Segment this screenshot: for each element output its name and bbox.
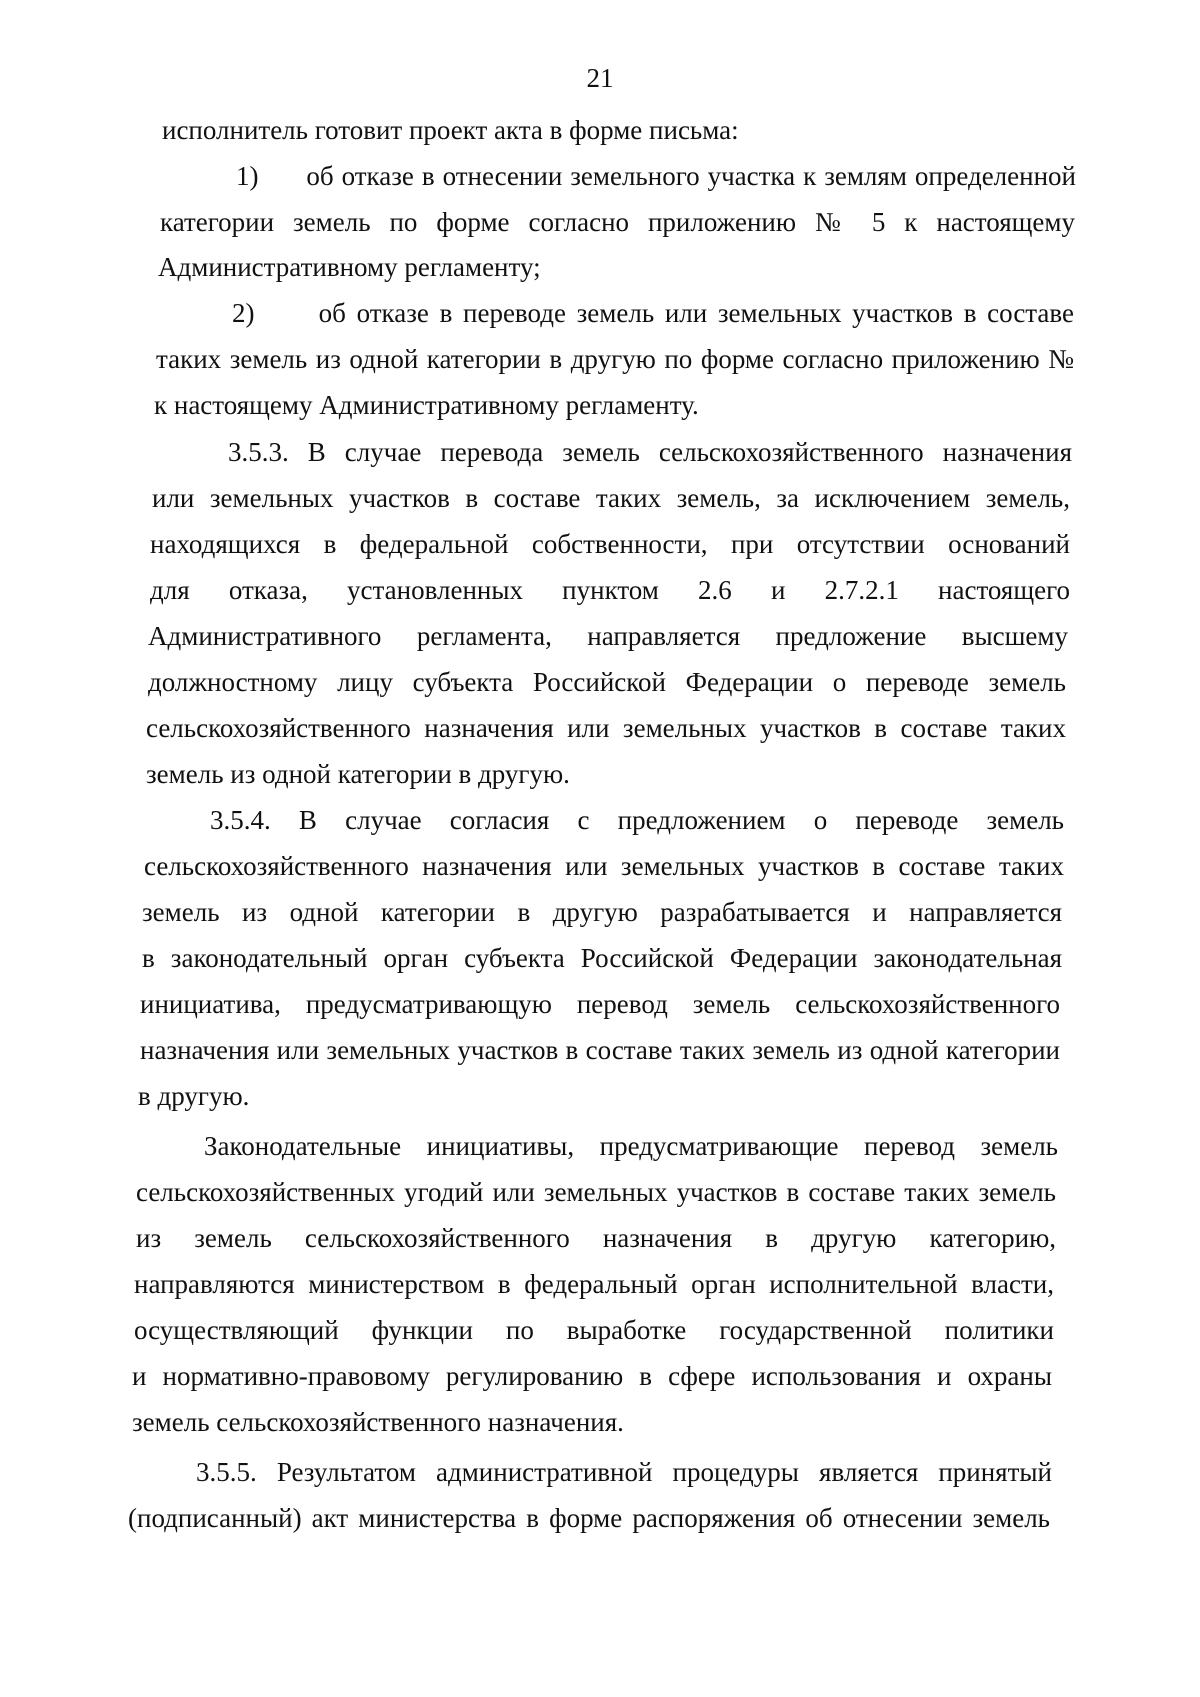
text-line: сельскохозяйственного назначения или земельных участков в составе таких — [146, 713, 1066, 743]
text-line: категории земель по форме согласно приложению № 5 к настоящему — [160, 207, 1075, 237]
text-line: осуществляющий функции по выработке государственной политики — [134, 1315, 1054, 1345]
text-line: сельскохозяйственных угодий или земельных участков в составе таких земель — [136, 1177, 1056, 1207]
text-line: (подписанный) акт министерства в форме распоряжения об отнесении земель — [128, 1503, 1050, 1533]
text-line: находящихся в федеральной собственности, при отсутствии оснований — [150, 529, 1070, 559]
text-line: 3.5.3. В случае перевода земель сельскохозяйственного назначения — [228, 437, 1072, 467]
text-line: направляются министерством в федеральный орган исполнительной власти, — [134, 1269, 1054, 1299]
text-line: таких земель из одной категории в другую по форме согласно приложению № — [156, 344, 1074, 374]
text-line: Административного регламента, направляется предложение высшему — [148, 621, 1068, 651]
text-line: исполнитель готовит проект акта в форме письма: — [162, 115, 739, 145]
text-line: Административному регламенту; — [158, 252, 541, 282]
text-line: должностному лицу субъекта Российской Федерации о переводе земель — [148, 667, 1066, 697]
text-line: 1) об отказе в отнесении земельного участка к землям определенной — [236, 161, 1076, 191]
text-line: в законодательный орган субъекта Российской Федерации законодательная — [142, 943, 1062, 973]
text-line: сельскохозяйственного назначения или земельных участков в составе таких — [144, 851, 1064, 881]
text-line: инициатива, предусматривающую перевод земель сельскохозяйственного — [140, 989, 1060, 1019]
text-line: земель из одной категории в другую разрабатывается и направляется — [142, 897, 1062, 927]
text-line: 2) об отказе в переводе земель или земельных участков в составе — [232, 298, 1074, 328]
text-line: 3.5.5. Результатом административной процедуры является принятый — [196, 1457, 1052, 1487]
text-line: или земельных участков в составе таких земель, за исключением земель, — [152, 483, 1070, 513]
text-line: назначения или земельных участков в составе таких земель из одной категории — [140, 1035, 1060, 1065]
text-line: земель сельскохозяйственного назначения. — [132, 1407, 624, 1437]
text-line: земель из одной категории в другую. — [146, 759, 570, 789]
text-line: 3.5.4. В случае согласия с предложением о переводе земель — [210, 805, 1064, 835]
text-line: в другую. — [138, 1081, 250, 1111]
page-number: 21 — [586, 63, 614, 93]
text-line: к настоящему Административному регламенту. — [154, 390, 699, 420]
text-line: Законодательные инициативы, предусматривающие перевод земель — [204, 1131, 1058, 1161]
text-line: из земель сельскохозяйственного назначения в другую категорию, — [136, 1223, 1056, 1253]
text-line: и нормативно-правовому регулированию в сфере использования и охраны — [132, 1361, 1052, 1391]
text-line: для отказа, установленных пунктом 2.6 и 2.7.2.1 настоящего — [150, 575, 1070, 605]
